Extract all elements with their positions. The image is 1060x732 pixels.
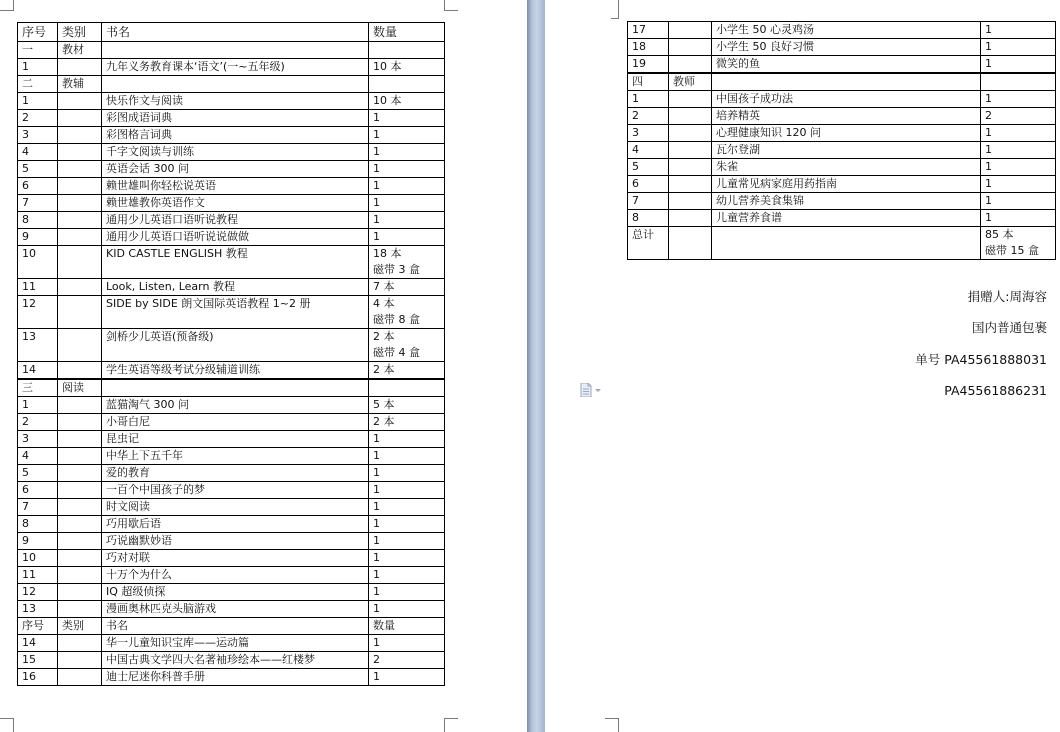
table-row [628, 125, 1056, 142]
row-category-cell [669, 210, 712, 227]
header-quantity: 数量 [369, 23, 445, 42]
table-row [18, 161, 445, 178]
row-quantity-cell: 1 [369, 127, 445, 144]
row-title-cell: 中华上下五千年 [102, 448, 369, 465]
row-number-cell: 4 [628, 142, 669, 159]
row-category-cell [58, 397, 102, 414]
row-number-cell: 6 [18, 482, 58, 499]
row-category-cell: 教材 [58, 42, 102, 59]
row-quantity-cell [369, 42, 445, 59]
row-number-cell: 11 [18, 279, 58, 296]
row-number-cell: 17 [628, 22, 669, 39]
row-title-cell: 通用少儿英语口语听说说做做 [102, 229, 369, 246]
row-quantity-cell: 1 [369, 550, 445, 567]
table-row [628, 210, 1056, 227]
row-category-cell [58, 601, 102, 618]
row-category-cell [58, 279, 102, 296]
row-number-cell: 7 [628, 193, 669, 210]
row-number-cell: 3 [628, 125, 669, 142]
row-category-cell [58, 431, 102, 448]
row-quantity-cell: 1 [981, 210, 1056, 227]
row-number-cell: 4 [18, 448, 58, 465]
row-quantity-cell: 1 [981, 176, 1056, 193]
row-quantity-cell: 1 [369, 465, 445, 482]
row-category-cell [58, 635, 102, 652]
row-title-cell: 小学生 50 心灵鸡汤 [712, 22, 981, 39]
row-quantity-cell: 1 [369, 482, 445, 499]
table-row [18, 59, 445, 76]
row-title-cell: 巧用歇后语 [102, 516, 369, 533]
header-title: 书名 [102, 23, 369, 42]
table-row [18, 533, 445, 550]
table-row [18, 499, 445, 516]
row-number-cell: 18 [628, 39, 669, 56]
table-row [18, 178, 445, 195]
row-number-cell: 3 [18, 431, 58, 448]
table-row [18, 652, 445, 669]
row-number-cell: 2 [628, 108, 669, 125]
row-quantity-cell: 1 [369, 516, 445, 533]
row-category-cell [58, 229, 102, 246]
crop-mark [444, 718, 445, 732]
row-title-cell [102, 380, 369, 397]
book-list-table-continued [627, 21, 1056, 260]
row-category-cell [58, 533, 102, 550]
crop-mark [13, 718, 14, 732]
row-title-cell: 小学生 50 良好习惯 [712, 39, 981, 56]
row-number-cell: 10 [18, 550, 58, 567]
row-title-cell: 华一儿童知识宝库——运动篇 [102, 635, 369, 652]
row-number-cell: 14 [18, 635, 58, 652]
row-number-cell: 15 [18, 652, 58, 669]
row-category-cell [58, 212, 102, 229]
row-quantity-cell: 1 [369, 567, 445, 584]
crop-mark [0, 10, 13, 11]
table-row [628, 56, 1056, 73]
row-category-cell [669, 193, 712, 210]
header-category: 类别 [58, 23, 102, 42]
row-number-cell: 1 [18, 397, 58, 414]
tracking-number-2: PA45561886231 [944, 383, 1047, 398]
row-number-cell: 8 [18, 212, 58, 229]
row-title-cell: 心理健康知识 120 问 [712, 125, 981, 142]
row-quantity-cell: 18 本 磁带 3 盒 [369, 246, 445, 279]
row-quantity-cell: 1 [369, 195, 445, 212]
row-title-cell: 快乐作文与阅读 [102, 93, 369, 110]
row-quantity-cell: 1 [369, 533, 445, 550]
table-row [628, 176, 1056, 193]
row-number-cell: 6 [18, 178, 58, 195]
row-number-cell: 14 [18, 362, 58, 379]
row-category-cell: 教辅 [58, 76, 102, 93]
table-row [628, 91, 1056, 108]
row-category-cell [58, 482, 102, 499]
book-list-table [17, 22, 445, 686]
row-quantity-cell: 1 [369, 601, 445, 618]
row-number-cell: 三 [18, 380, 58, 397]
row-title-cell: Look, Listen, Learn 教程 [102, 279, 369, 296]
document-paste-icon[interactable] [580, 382, 602, 396]
crop-mark [611, 18, 619, 19]
row-category-cell [669, 108, 712, 125]
row-quantity-cell [369, 76, 445, 93]
row-title-cell: 时文阅读 [102, 499, 369, 516]
crop-mark [444, 718, 458, 719]
row-title-cell: 瓦尔登湖 [712, 142, 981, 159]
row-quantity-cell: 1 [369, 144, 445, 161]
row-category-cell [669, 142, 712, 159]
row-title-cell: 小哥白尼 [102, 414, 369, 431]
row-quantity-cell: 1 [981, 125, 1056, 142]
row-category-cell [669, 56, 712, 73]
table-row [18, 127, 445, 144]
row-title-cell: 英语会话 300 问 [102, 161, 369, 178]
row-number-cell: 四 [628, 74, 669, 91]
row-title-cell: 爱的教育 [102, 465, 369, 482]
row-quantity-cell: 1 [369, 499, 445, 516]
row-quantity-cell: 10 本 [369, 93, 445, 110]
row-quantity-cell: 2 [369, 652, 445, 669]
table-row [18, 550, 445, 567]
row-quantity-cell: 5 本 [369, 397, 445, 414]
table-row [18, 229, 445, 246]
row-title-cell: 通用少儿英语口语听说教程 [102, 212, 369, 229]
row-category-cell [58, 550, 102, 567]
row-number-cell: 1 [628, 91, 669, 108]
row-number-cell: 总计 [628, 227, 669, 260]
row-quantity-cell: 10 本 [369, 59, 445, 76]
row-number-cell: 3 [18, 127, 58, 144]
row-category-cell [58, 567, 102, 584]
row-quantity-cell: 4 本 磁带 8 盒 [369, 296, 445, 329]
row-number-cell: 13 [18, 329, 58, 362]
row-number-cell: 5 [628, 159, 669, 176]
row-category-cell [58, 329, 102, 362]
row-title-cell: 书名 [102, 618, 369, 635]
row-category-cell [58, 516, 102, 533]
row-category-cell: 阅读 [58, 380, 102, 397]
row-quantity-cell: 1 [369, 212, 445, 229]
row-number-cell: 1 [18, 93, 58, 110]
row-title-cell: 微笑的鱼 [712, 56, 981, 73]
row-category-cell [58, 161, 102, 178]
row-quantity-cell: 1 [981, 159, 1056, 176]
row-number-cell: 10 [18, 246, 58, 279]
row-category-cell [669, 159, 712, 176]
row-number-cell: 9 [18, 229, 58, 246]
row-title-cell: IQ 超级侦探 [102, 584, 369, 601]
row-quantity-cell: 1 [981, 193, 1056, 210]
row-title-cell: 中国古典文学四大名著袖珍绘本——红楼梦 [102, 652, 369, 669]
crop-mark [618, 718, 619, 732]
row-title-cell: 漫画奥林匹克头脑游戏 [102, 601, 369, 618]
table-row [18, 93, 445, 110]
table-row [628, 22, 1056, 39]
row-quantity-cell: 2 本 磁带 4 盒 [369, 329, 445, 362]
table-row [18, 584, 445, 601]
row-title-cell: 九年义务教育课本‘语文’(一~五年级) [102, 59, 369, 76]
row-category-cell [58, 127, 102, 144]
row-number-cell: 6 [628, 176, 669, 193]
row-title-cell: 千字文阅读与训练 [102, 144, 369, 161]
table-row [628, 159, 1056, 176]
crop-mark [444, 10, 458, 11]
row-title-cell [712, 227, 981, 260]
row-category-cell [669, 227, 712, 260]
row-title-cell: 赖世雄叫你轻松说英语 [102, 178, 369, 195]
row-title-cell: 赖世雄教你英语作文 [102, 195, 369, 212]
row-quantity-cell: 1 [369, 448, 445, 465]
table-row [18, 669, 445, 686]
table-row [18, 296, 445, 329]
table-row [18, 431, 445, 448]
row-category-cell [58, 414, 102, 431]
row-category-cell [58, 59, 102, 76]
table-row [18, 397, 445, 414]
row-title-cell: 一百个中国孩子的梦 [102, 482, 369, 499]
table-row [18, 601, 445, 618]
table-row [18, 246, 445, 279]
row-number-cell: 8 [18, 516, 58, 533]
row-quantity-cell: 数量 [369, 618, 445, 635]
page-separator [527, 0, 545, 732]
table-row [18, 618, 445, 635]
row-number-cell: 16 [18, 669, 58, 686]
crop-mark [444, 0, 445, 11]
row-title-cell: 中国孩子成功法 [712, 91, 981, 108]
row-number-cell: 序号 [18, 618, 58, 635]
row-title-cell [102, 76, 369, 93]
row-category-cell [58, 110, 102, 127]
table-row [628, 108, 1056, 125]
crop-mark [0, 718, 13, 719]
row-number-cell: 13 [18, 601, 58, 618]
row-quantity-cell: 2 [981, 108, 1056, 125]
row-number-cell: 2 [18, 414, 58, 431]
row-number-cell: 11 [18, 567, 58, 584]
table-row [18, 362, 445, 379]
row-number-cell: 7 [18, 195, 58, 212]
row-number-cell: 2 [18, 110, 58, 127]
donor-label: 捐赠人:周海容 [967, 289, 1047, 304]
row-category-cell [669, 125, 712, 142]
row-quantity-cell: 1 [981, 39, 1056, 56]
row-number-cell: 9 [18, 533, 58, 550]
row-title-cell: 昆虫记 [102, 431, 369, 448]
row-number-cell: 8 [628, 210, 669, 227]
row-title-cell: 彩图格言词典 [102, 127, 369, 144]
table-row [18, 212, 445, 229]
row-number-cell: 4 [18, 144, 58, 161]
row-category-cell [58, 296, 102, 329]
header-no: 序号 [18, 23, 58, 42]
table-row [18, 516, 445, 533]
row-category-cell [58, 246, 102, 279]
row-quantity-cell: 2 本 [369, 414, 445, 431]
row-quantity-cell [369, 380, 445, 397]
row-quantity-cell: 1 [981, 56, 1056, 73]
row-title-cell: 彩图成语词典 [102, 110, 369, 127]
row-title-cell: 蓝猫淘气 300 问 [102, 397, 369, 414]
row-quantity-cell: 1 [981, 142, 1056, 159]
table-row [18, 110, 445, 127]
row-title-cell [102, 42, 369, 59]
row-title-cell [712, 74, 981, 91]
row-category-cell [58, 584, 102, 601]
row-title-cell: 巧说幽默妙语 [102, 533, 369, 550]
row-quantity-cell: 1 [369, 431, 445, 448]
row-title-cell: 学生英语等级考试分级辅道训练 [102, 362, 369, 379]
row-quantity-cell: 85 本 磁带 15 盒 [981, 227, 1056, 260]
row-number-cell: 5 [18, 465, 58, 482]
row-category-cell [58, 144, 102, 161]
row-number-cell: 5 [18, 161, 58, 178]
table-row [628, 39, 1056, 56]
row-title-cell: SIDE by SIDE 朗文国际英语教程 1~2 册 [102, 296, 369, 329]
row-category-cell [58, 362, 102, 379]
row-category-cell [58, 448, 102, 465]
row-title-cell: 幼儿营养美食集锦 [712, 193, 981, 210]
table-row [18, 635, 445, 652]
table-row [18, 42, 445, 59]
table-row [18, 195, 445, 212]
row-category-cell [58, 669, 102, 686]
row-quantity-cell: 1 [369, 584, 445, 601]
table-row [18, 144, 445, 161]
row-quantity-cell: 1 [369, 229, 445, 246]
table-header-row [18, 23, 445, 42]
row-category-cell [669, 39, 712, 56]
row-title-cell: 迪士尼迷你科普手册 [102, 669, 369, 686]
row-category-cell [669, 91, 712, 108]
crop-mark [13, 0, 14, 11]
row-number-cell: 二 [18, 76, 58, 93]
crop-mark [605, 718, 618, 719]
row-quantity-cell: 1 [369, 635, 445, 652]
row-category-cell [669, 176, 712, 193]
row-number-cell: 19 [628, 56, 669, 73]
table-row [18, 567, 445, 584]
row-title-cell: 朱雀 [712, 159, 981, 176]
row-title-cell: 儿童常见病家庭用药指南 [712, 176, 981, 193]
table-row [628, 193, 1056, 210]
row-number-cell: 1 [18, 59, 58, 76]
table-row [18, 279, 445, 296]
row-category-cell: 教师 [669, 74, 712, 91]
row-quantity-cell: 1 [369, 161, 445, 178]
row-quantity-cell: 1 [981, 22, 1056, 39]
row-quantity-cell: 1 [369, 669, 445, 686]
row-quantity-cell: 1 [369, 178, 445, 195]
table-row [18, 380, 445, 397]
table-row [18, 76, 445, 93]
row-category-cell [58, 93, 102, 110]
table-row [628, 142, 1056, 159]
table-row [18, 329, 445, 362]
crop-mark [618, 0, 619, 18]
tracking-number-1: 单号 PA45561888031 [915, 352, 1047, 367]
row-quantity-cell [981, 74, 1056, 91]
row-title-cell: 巧对对联 [102, 550, 369, 567]
row-quantity-cell: 1 [369, 110, 445, 127]
row-number-cell: 12 [18, 296, 58, 329]
row-number-cell: 一 [18, 42, 58, 59]
row-category-cell [58, 499, 102, 516]
row-category-cell [58, 465, 102, 482]
row-title-cell: 培养精英 [712, 108, 981, 125]
row-category-cell [58, 178, 102, 195]
row-quantity-cell: 1 [981, 91, 1056, 108]
row-category-cell: 类别 [58, 618, 102, 635]
row-quantity-cell: 2 本 [369, 362, 445, 379]
row-title-cell: KID CASTLE ENGLISH 教程 [102, 246, 369, 279]
table-row [18, 448, 445, 465]
row-title-cell: 儿童营养食谱 [712, 210, 981, 227]
row-title-cell: 十万个为什么 [102, 567, 369, 584]
row-category-cell [58, 652, 102, 669]
row-quantity-cell: 7 本 [369, 279, 445, 296]
row-category-cell [669, 22, 712, 39]
row-number-cell: 7 [18, 499, 58, 516]
table-row [18, 482, 445, 499]
row-title-cell: 剑桥少儿英语(预备级) [102, 329, 369, 362]
row-number-cell: 12 [18, 584, 58, 601]
table-row [628, 74, 1056, 91]
table-row [628, 227, 1056, 260]
table-row [18, 465, 445, 482]
shipping-method: 国内普通包裹 [971, 320, 1047, 335]
row-category-cell [58, 195, 102, 212]
table-row [18, 414, 445, 431]
